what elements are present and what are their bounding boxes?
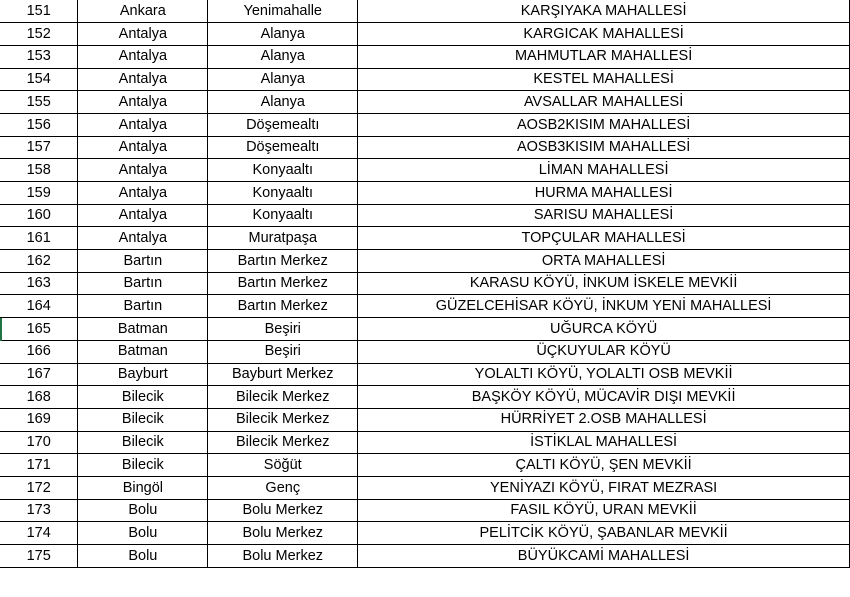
province-cell[interactable]: Antalya (78, 136, 208, 159)
province-cell[interactable]: Batman (78, 340, 208, 363)
district-cell[interactable]: Alanya (208, 45, 358, 68)
table-row (0, 318, 850, 341)
district-cell[interactable]: Bolu Merkez (208, 522, 358, 545)
province-cell[interactable]: Bartın (78, 250, 208, 273)
table-row (0, 68, 850, 91)
district-cell[interactable]: Söğüt (208, 454, 358, 477)
row-number-cell[interactable]: 160 (0, 204, 78, 227)
province-cell[interactable]: Antalya (78, 113, 208, 136)
location-cell[interactable]: FASIL KÖYÜ, URAN MEVKİİ (358, 499, 850, 522)
location-cell[interactable]: ORTA MAHALLESİ (358, 250, 850, 273)
row-number-cell[interactable]: 168 (0, 386, 78, 409)
district-cell[interactable]: Döşemealtı (208, 136, 358, 159)
province-cell[interactable]: Bolu (78, 545, 208, 568)
table-row (0, 431, 850, 454)
province-cell[interactable]: Ankara (78, 0, 208, 23)
table-row (0, 499, 850, 522)
row-number-cell[interactable]: 151 (0, 0, 78, 23)
table-row (0, 386, 850, 409)
district-cell[interactable]: Beşiri (208, 340, 358, 363)
province-cell[interactable]: Antalya (78, 23, 208, 46)
location-cell[interactable]: BAŞKÖY KÖYÜ, MÜCAVİR DIŞI MEVKİİ (358, 386, 850, 409)
province-cell[interactable]: Bilecik (78, 431, 208, 454)
district-cell[interactable]: Bilecik Merkez (208, 408, 358, 431)
table-row (0, 250, 850, 273)
province-cell[interactable]: Antalya (78, 159, 208, 182)
row-number-cell[interactable]: 165 (0, 318, 78, 341)
row-number-cell[interactable]: 156 (0, 113, 78, 136)
row-number-cell[interactable]: 173 (0, 499, 78, 522)
row-number-cell[interactable]: 169 (0, 408, 78, 431)
province-cell[interactable]: Antalya (78, 227, 208, 250)
province-cell[interactable]: Antalya (78, 45, 208, 68)
table-row (0, 0, 850, 23)
district-cell[interactable]: Genç (208, 476, 358, 499)
location-cell[interactable]: AOSB2KISIM MAHALLESİ (358, 113, 850, 136)
table-row (0, 363, 850, 386)
table-row (0, 23, 850, 46)
row-number-cell[interactable]: 155 (0, 91, 78, 114)
province-cell[interactable]: Antalya (78, 91, 208, 114)
row-number-cell[interactable]: 166 (0, 340, 78, 363)
table-row (0, 204, 850, 227)
district-cell[interactable]: Bartın Merkez (208, 250, 358, 273)
row-number-cell[interactable]: 174 (0, 522, 78, 545)
province-cell[interactable]: Bartın (78, 295, 208, 318)
district-cell[interactable]: Bolu Merkez (208, 499, 358, 522)
location-cell[interactable]: BÜYÜKCAMİ MAHALLESİ (358, 545, 850, 568)
table-row (0, 476, 850, 499)
location-cell[interactable]: ÇALTI KÖYÜ, ŞEN MEVKİİ (358, 454, 850, 477)
location-cell[interactable]: HURMA MAHALLESİ (358, 182, 850, 205)
row-number-cell[interactable]: 162 (0, 250, 78, 273)
district-cell[interactable]: Alanya (208, 68, 358, 91)
row-number-cell[interactable]: 158 (0, 159, 78, 182)
table-row (0, 408, 850, 431)
location-cell[interactable]: HÜRRİYET 2.OSB MAHALLESİ (358, 408, 850, 431)
district-cell[interactable]: Beşiri (208, 318, 358, 341)
location-cell[interactable]: ÜÇKUYULAR KÖYÜ (358, 340, 850, 363)
location-cell[interactable]: LİMAN MAHALLESİ (358, 159, 850, 182)
row-number-cell[interactable]: 152 (0, 23, 78, 46)
province-cell[interactable]: Bartın (78, 272, 208, 295)
location-cell[interactable]: KARŞIYAKA MAHALLESİ (358, 0, 850, 23)
location-cell[interactable]: AVSALLAR MAHALLESİ (358, 91, 850, 114)
district-cell[interactable]: Bilecik Merkez (208, 386, 358, 409)
province-cell[interactable]: Batman (78, 318, 208, 341)
location-cell[interactable]: AOSB3KISIM MAHALLESİ (358, 136, 850, 159)
row-number-cell[interactable]: 154 (0, 68, 78, 91)
row-number-cell[interactable]: 175 (0, 545, 78, 568)
province-cell[interactable]: Bingöl (78, 476, 208, 499)
location-cell[interactable]: YENİYAZI KÖYÜ, FIRAT MEZRASI (358, 476, 850, 499)
location-cell[interactable]: KESTEL MAHALLESİ (358, 68, 850, 91)
row-number-cell[interactable]: 159 (0, 182, 78, 205)
province-cell[interactable]: Bayburt (78, 363, 208, 386)
province-cell[interactable]: Bolu (78, 499, 208, 522)
location-cell[interactable]: KARASU KÖYÜ, İNKUM İSKELE MEVKİİ (358, 272, 850, 295)
location-cell[interactable]: SARISU MAHALLESİ (358, 204, 850, 227)
district-cell[interactable]: Konyaaltı (208, 204, 358, 227)
district-cell[interactable]: Yenimahalle (208, 0, 358, 23)
province-cell[interactable]: Bilecik (78, 386, 208, 409)
table-row (0, 45, 850, 68)
district-cell[interactable]: Bartın Merkez (208, 295, 358, 318)
location-cell[interactable]: PELİTCİK KÖYÜ, ŞABANLAR MEVKİİ (358, 522, 850, 545)
location-cell[interactable]: MAHMUTLAR MAHALLESİ (358, 45, 850, 68)
row-number-cell[interactable]: 172 (0, 476, 78, 499)
district-cell[interactable]: Konyaaltı (208, 182, 358, 205)
district-cell[interactable]: Muratpaşa (208, 227, 358, 250)
row-number-cell[interactable]: 157 (0, 136, 78, 159)
row-number-cell[interactable]: 161 (0, 227, 78, 250)
table-row (0, 545, 850, 568)
province-cell[interactable]: Bilecik (78, 454, 208, 477)
district-cell[interactable]: Alanya (208, 23, 358, 46)
district-cell[interactable]: Bayburt Merkez (208, 363, 358, 386)
active-row-marker (0, 318, 2, 341)
table-row (0, 522, 850, 545)
province-cell[interactable]: Antalya (78, 204, 208, 227)
table-row (0, 136, 850, 159)
location-cell[interactable]: KARGICAK MAHALLESİ (358, 23, 850, 46)
table-row (0, 454, 850, 477)
table-row (0, 113, 850, 136)
district-cell[interactable]: Konyaaltı (208, 159, 358, 182)
row-number-cell[interactable]: 164 (0, 295, 78, 318)
table-row (0, 91, 850, 114)
district-cell[interactable]: Döşemealtı (208, 113, 358, 136)
row-number-cell[interactable]: 153 (0, 45, 78, 68)
district-cell[interactable]: Bilecik Merkez (208, 431, 358, 454)
district-cell[interactable]: Alanya (208, 91, 358, 114)
row-number-cell[interactable]: 171 (0, 454, 78, 477)
location-cell[interactable]: TOPÇULAR MAHALLESİ (358, 227, 850, 250)
row-number-cell[interactable]: 170 (0, 431, 78, 454)
province-cell[interactable]: Bilecik (78, 408, 208, 431)
province-cell[interactable]: Antalya (78, 182, 208, 205)
location-cell[interactable]: YOLALTI KÖYÜ, YOLALTI OSB MEVKİİ (358, 363, 850, 386)
location-cell[interactable]: GÜZELCEHİSAR KÖYÜ, İNKUM YENİ MAHALLESİ (358, 295, 850, 318)
row-number-cell[interactable]: 163 (0, 272, 78, 295)
province-cell[interactable]: Antalya (78, 68, 208, 91)
district-cell[interactable]: Bolu Merkez (208, 545, 358, 568)
table-row (0, 340, 850, 363)
district-cell[interactable]: Bartın Merkez (208, 272, 358, 295)
location-cell[interactable]: UĞURCA KÖYÜ (358, 318, 850, 341)
province-cell[interactable]: Bolu (78, 522, 208, 545)
table-row (0, 272, 850, 295)
table-row (0, 295, 850, 318)
table-row (0, 159, 850, 182)
table-row (0, 182, 850, 205)
table-row (0, 227, 850, 250)
row-number-cell[interactable]: 167 (0, 363, 78, 386)
location-cell[interactable]: İSTİKLAL MAHALLESİ (358, 431, 850, 454)
